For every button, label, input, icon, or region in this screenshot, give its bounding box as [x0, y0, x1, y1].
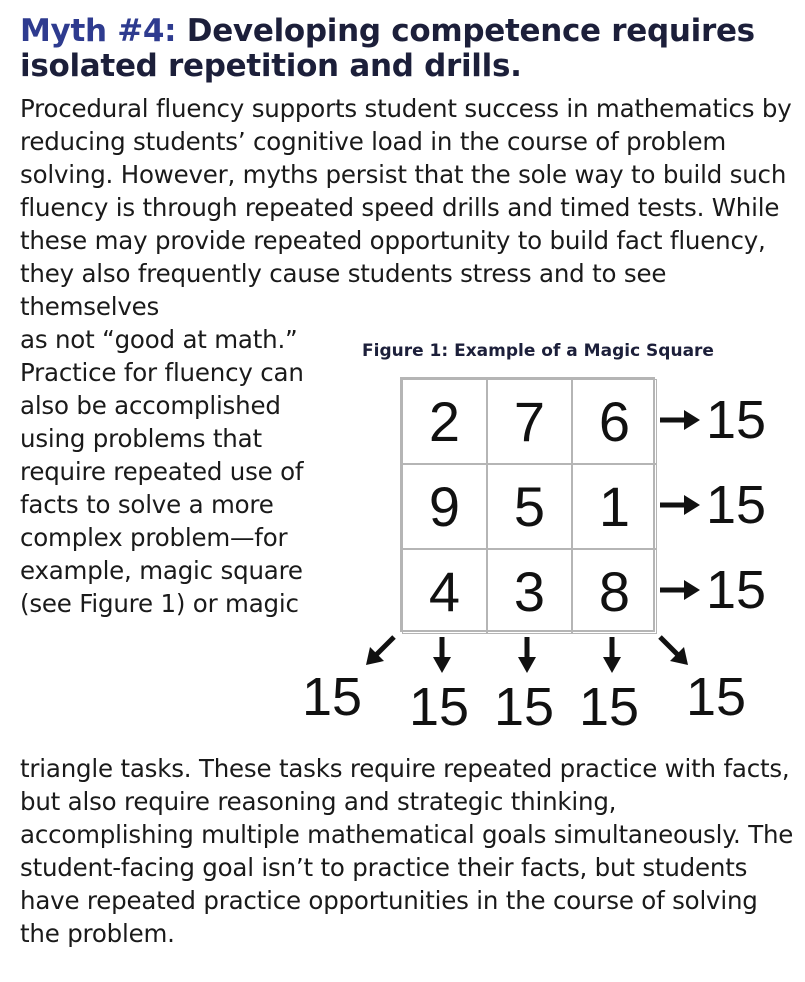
- column-sum: 15: [579, 677, 640, 737]
- row-sum-label: 15: [706, 560, 767, 620]
- column-sum: 15: [494, 677, 555, 737]
- magic-square-figure: [296, 335, 796, 745]
- right-arrow-icon: [656, 575, 704, 605]
- diagonal-right-sum: 15: [686, 667, 747, 727]
- row-sum-label: 15: [706, 475, 767, 535]
- diagonal-down-left-arrow-icon: [362, 633, 398, 669]
- magic-square-grid: [400, 377, 655, 632]
- grid-cell: 3: [487, 549, 572, 634]
- grid-cell: 6: [572, 379, 657, 464]
- grid-cell: 2: [402, 379, 487, 464]
- row-sum-2: [656, 474, 766, 536]
- intro-paragraph: Procedural fluency supports student success in mathematics by reducing students’ cognitive load in the course of problem solving. However, myths persist that the sole way to build such fluency is through repeated speed drills and timed tests. While these may provide repeated opportunity to build fact fluency, they also frequently cause students stress and to see themselves: [20, 94, 792, 321]
- down-arrow-icon: [516, 635, 538, 675]
- grid-cell: 9: [402, 464, 487, 549]
- myth-label: Myth #4:: [20, 13, 177, 49]
- diagonal-left-sum: 15: [302, 667, 363, 727]
- grid-cell: 4: [402, 549, 487, 634]
- figure-caption: Figure 1: Example of a Magic Square: [362, 341, 714, 361]
- myth-title: Developing competence requires isolated repetition and drills.: [20, 13, 755, 84]
- myth-heading: [20, 14, 790, 84]
- grid-cell: 8: [572, 549, 657, 634]
- row-sum-label: 15: [706, 390, 767, 450]
- right-arrow-icon: [656, 405, 704, 435]
- grid-cell: 5: [487, 464, 572, 549]
- down-arrow-icon: [601, 635, 623, 675]
- diagonal-down-right-arrow-icon: [656, 633, 692, 669]
- row-sum-1: [656, 389, 766, 451]
- column-sum: 15: [409, 677, 470, 737]
- grid-cell: 7: [487, 379, 572, 464]
- closing-paragraph: triangle tasks. These tasks require repeated practice with facts, but also require reasoning and strategic thinking, accomplishing multiple mathematical goals simultaneously. The student-facing goal isn’t to practice their facts, but students have repeated practice opportunities in the course of solving the problem.: [20, 754, 794, 948]
- row-sum-3: [656, 559, 766, 621]
- grid-cell: 1: [572, 464, 657, 549]
- right-arrow-icon: [656, 490, 704, 520]
- down-arrow-icon: [431, 635, 453, 675]
- side-paragraph: as not “good at math.” Practice for fluency can also be accomplished using problems that require repeated use of facts to solve a more complex problem—for example, magic square (see Figure 1) or magic: [20, 325, 304, 618]
